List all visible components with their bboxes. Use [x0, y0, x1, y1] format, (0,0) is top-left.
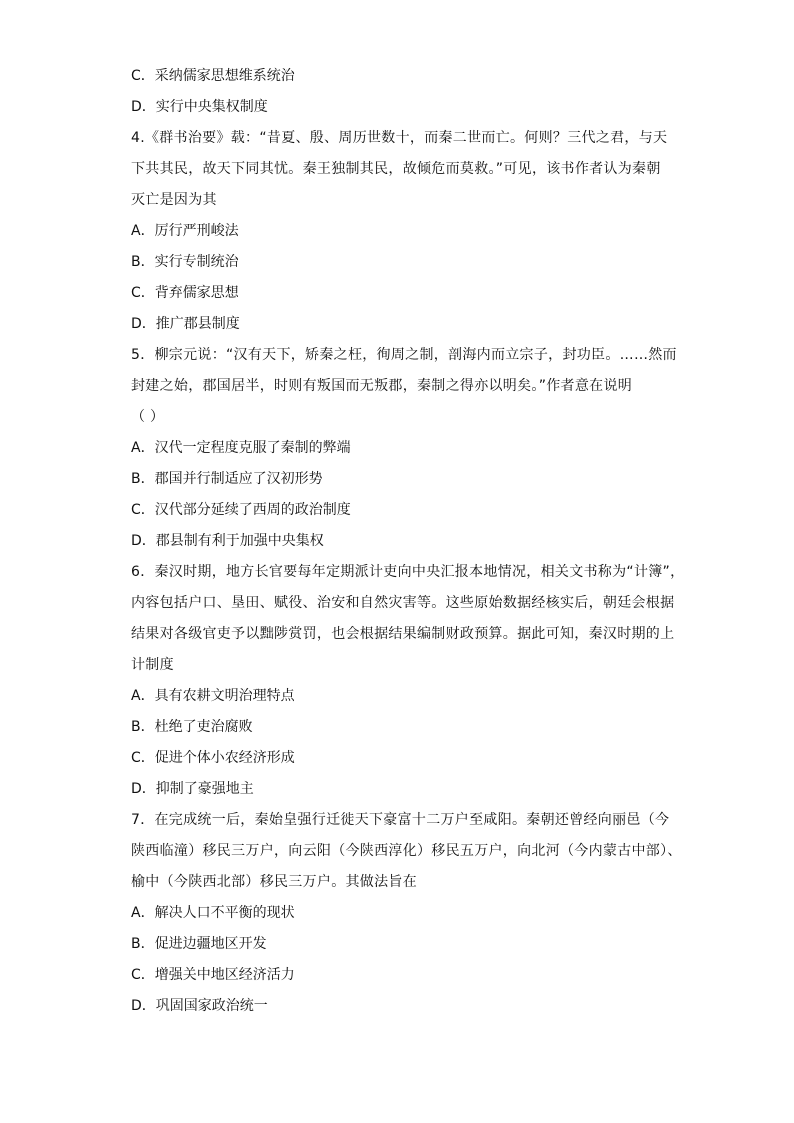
- q6-stem-line: 结果对各级官吏予以黜陟赏罚，也会根据结果编制财政预算。据此可知，秦汉时期的上: [131, 626, 675, 642]
- q4-option-d: D．推广郡县制度: [131, 316, 240, 332]
- q6-option-a: A．具有农耕文明治理特点: [131, 688, 295, 704]
- q5-stem-line: 封建之始，郡国居半，时则有叛国而无叛郡，秦制之得亦以明矣。”作者意在说明: [131, 378, 633, 394]
- q5-stem-line: 5．柳宗元说：“汉有天下，矫秦之枉，徇周之制，剖海内而立宗子，封功臣。……然而: [131, 347, 677, 363]
- q7-option-b: B．促进边疆地区开发: [131, 936, 267, 952]
- q4-stem-line: 下共其民，故天下同其忧。秦王独制其民，故倾危而莫救。”可见，该书作者认为秦朝: [131, 161, 661, 177]
- q6-stem-line: 计制度: [131, 657, 174, 673]
- q4-option-b: B．实行专制统治: [131, 254, 239, 270]
- q7-stem: [131, 805, 682, 898]
- q6-option-b: B．杜绝了吏治腐败: [131, 719, 253, 735]
- q6-stem: [131, 557, 685, 681]
- q7-stem-line: 陕西临潼）移民三万户，向云阳（今陕西淳化）移民五万户，向北河（今内蒙古中部）、: [131, 843, 682, 859]
- q5-option-c: C．汉代部分延续了西周的政治制度: [131, 502, 351, 518]
- q3-option-d: D．实行中央集权制度: [131, 99, 268, 115]
- q3-option-c: C．采纳儒家思想维系统治: [131, 68, 295, 84]
- q5-option-a: A．汉代一定程度克服了秦制的弊端: [131, 440, 351, 456]
- q4-option-c: C．背弃儒家思想: [131, 285, 239, 301]
- q6-stem-line: 6．秦汉时期，地方长官要每年定期派计吏向中央汇报本地情况，相关文书称为“计簿”，: [131, 564, 685, 580]
- q5-option-b: B．郡国并行制适应了汉初形势: [131, 471, 323, 487]
- q4-option-a: A．厉行严刑峻法: [131, 223, 239, 239]
- q6-option-d: D．抑制了豪强地主: [131, 781, 254, 797]
- q4-stem-line: 灭亡是因为其: [131, 192, 217, 208]
- question-content: [131, 61, 685, 1022]
- q7-option-c: C．增强关中地区经济活力: [131, 967, 295, 983]
- q7-option-d: D．巩固国家政治统一: [131, 998, 268, 1014]
- q7-stem-line: 榆中（今陕西北部）移民三万户。其做法旨在: [131, 874, 417, 890]
- q5-stem: [131, 340, 677, 433]
- q5-answer-blank: （ ）: [131, 409, 165, 425]
- q6-option-c: C．促进个体小农经济形成: [131, 750, 295, 766]
- q5-option-d: D．郡县制有利于加强中央集权: [131, 533, 324, 549]
- q6-stem-line: 内容包括户口、垦田、赋役、治安和自然灾害等。这些原始数据经核实后，朝廷会根据: [131, 595, 675, 611]
- q7-option-a: A．解决人口不平衡的现状: [131, 905, 295, 921]
- q4-stem-line: 4.《群书治要》载：“昔夏、殷、周历世数十，而秦二世而亡。何则？三代之君，与天: [131, 130, 668, 146]
- q7-stem-line: 7．在完成统一后，秦始皇强行迁徙天下豪富十二万户至咸阳。秦朝还曾经向丽邑（今: [131, 812, 670, 828]
- q4-stem: [131, 123, 671, 216]
